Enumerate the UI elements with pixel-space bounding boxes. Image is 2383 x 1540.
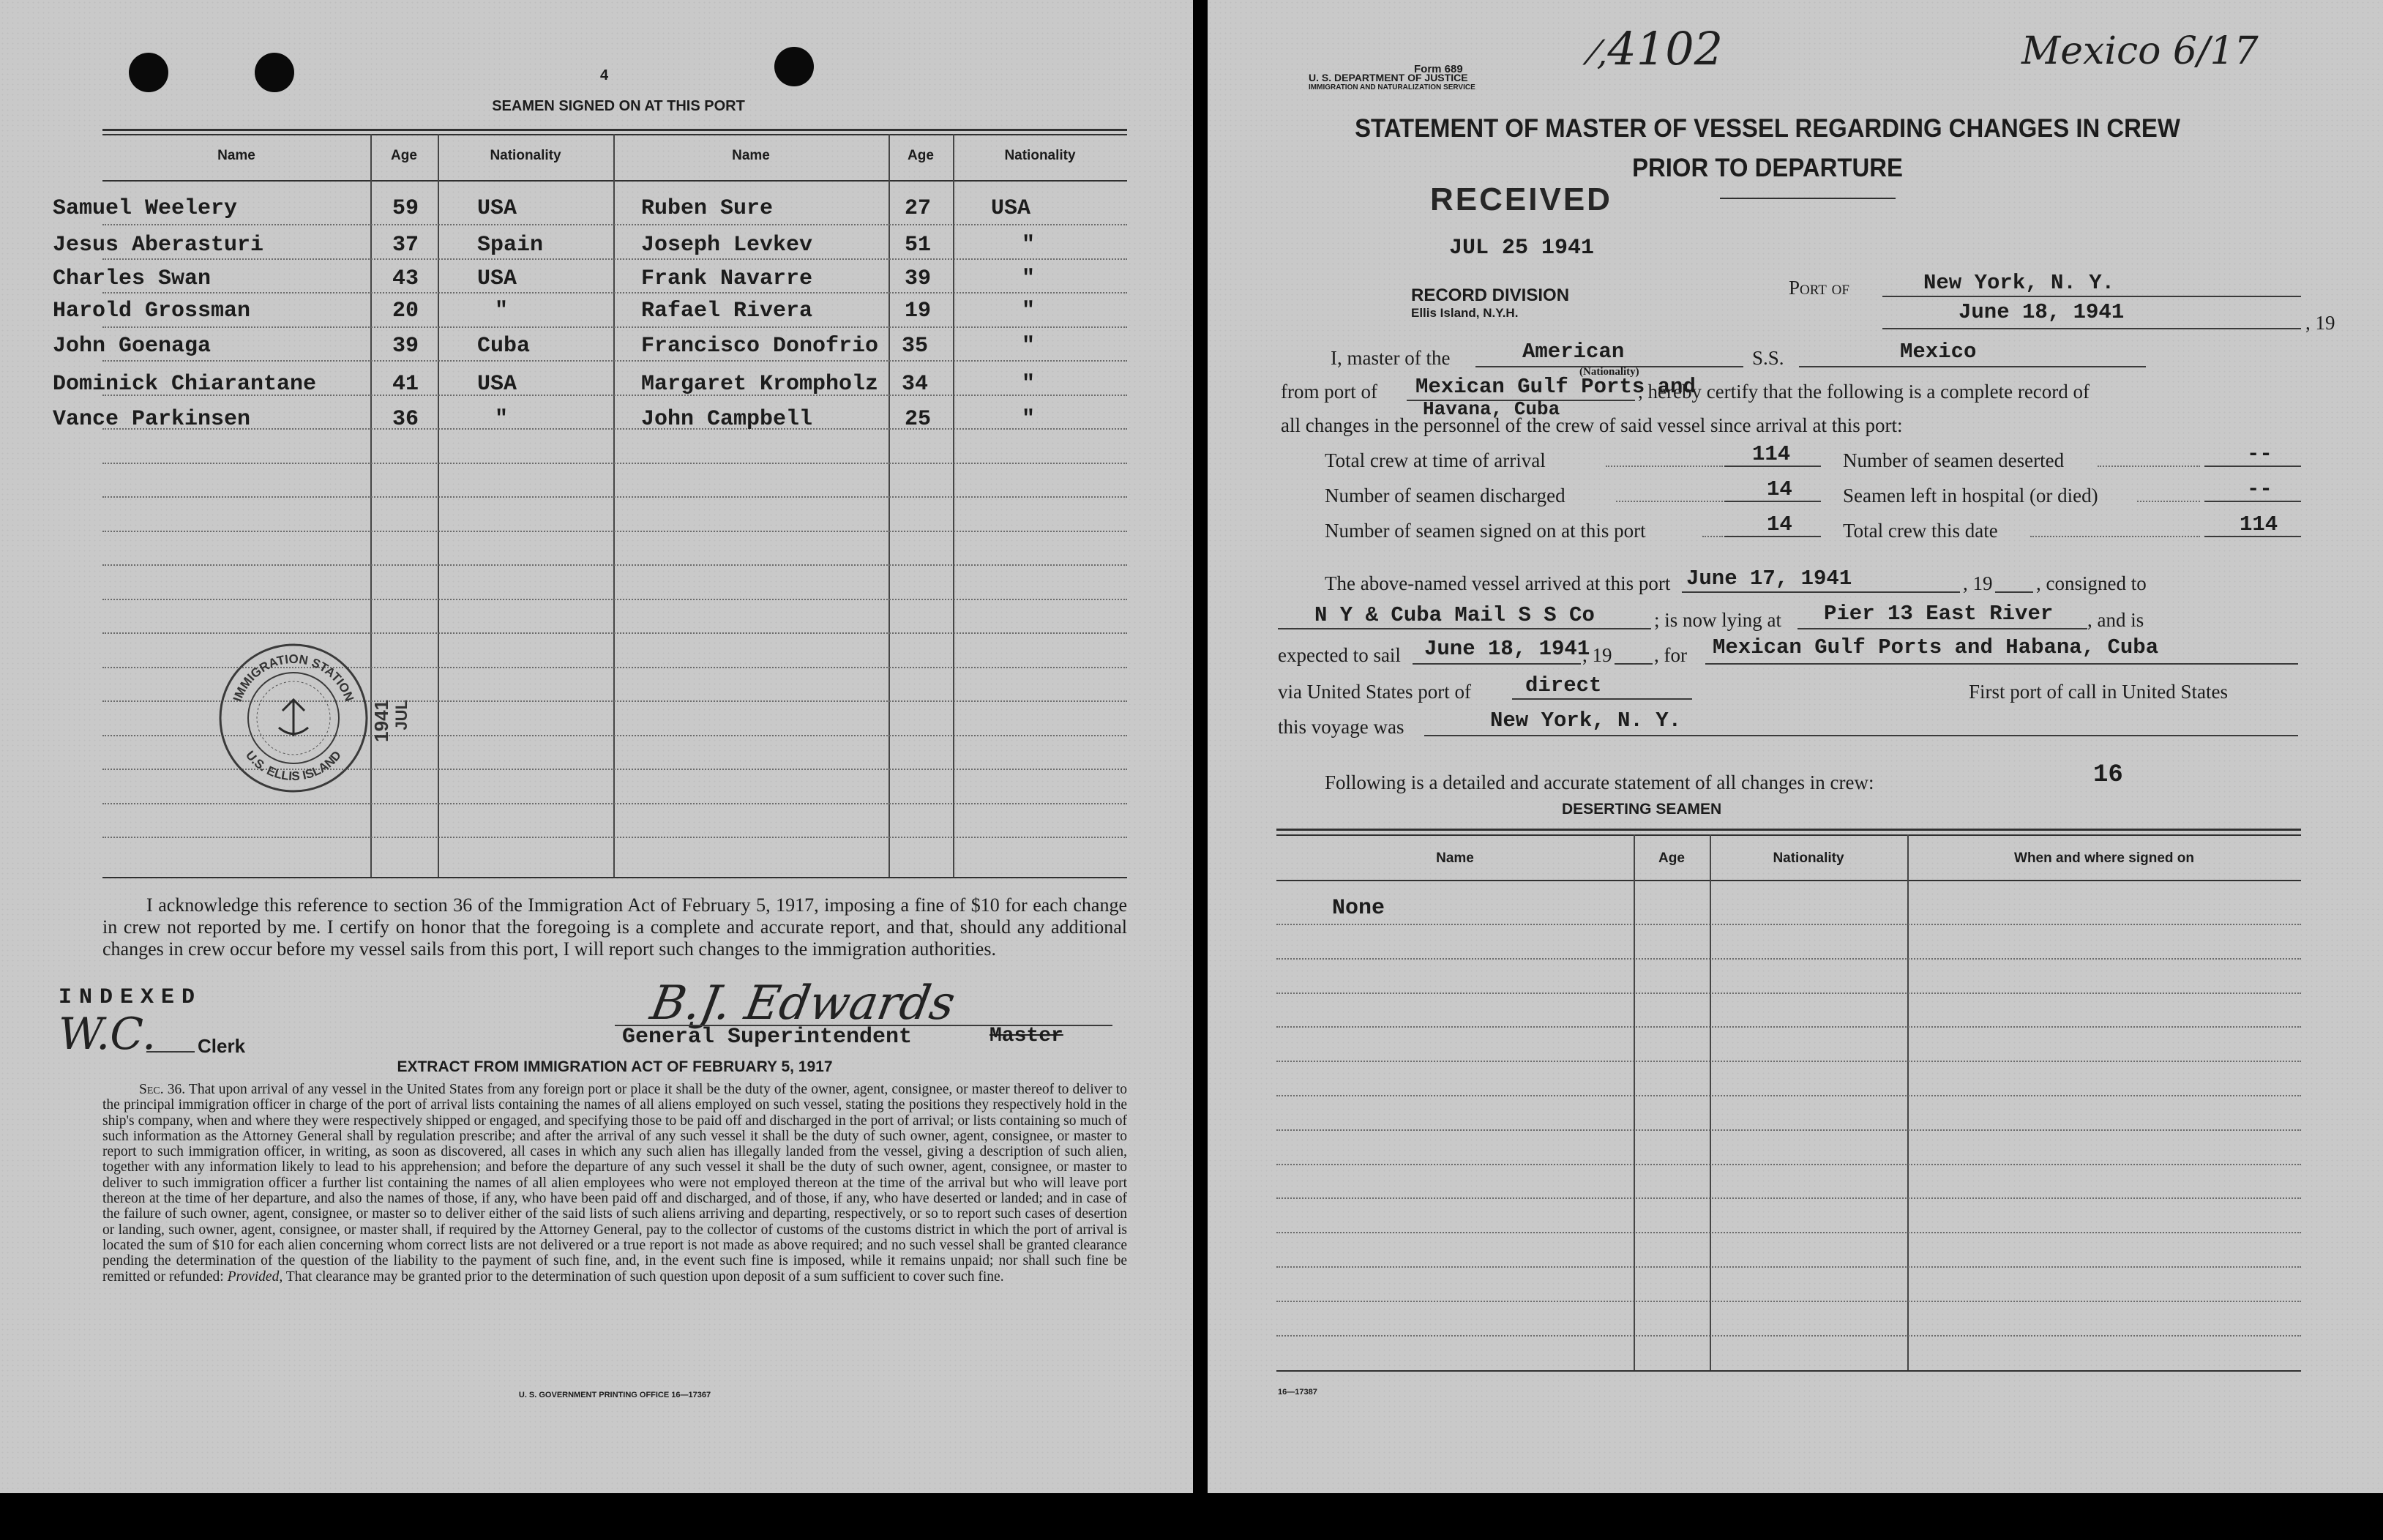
row-rule bbox=[1276, 1301, 2301, 1302]
hospital-label: Seamen left in hospital (or died) bbox=[1843, 485, 2098, 507]
deserting-title: DESERTING SEAMEN bbox=[1562, 801, 1722, 818]
voyage-label: this voyage was bbox=[1278, 716, 1404, 738]
deserting-bottom-rule bbox=[1276, 1370, 2301, 1372]
crew-age: 27 bbox=[905, 196, 932, 221]
deserted-value: -- bbox=[2247, 442, 2272, 466]
row-rule bbox=[102, 531, 1127, 532]
leader-dots bbox=[1702, 536, 1723, 537]
row-rule bbox=[102, 428, 1127, 430]
row-rule bbox=[1276, 1335, 2301, 1337]
column-header-name: Name bbox=[732, 148, 770, 163]
column-divider bbox=[1710, 834, 1711, 1370]
voyage-value: New York, N. Y. bbox=[1490, 709, 1682, 733]
signed-on-value: 14 bbox=[1767, 512, 1792, 537]
ss-label: S.S. bbox=[1752, 347, 1784, 369]
arrived-value: June 17, 1941 bbox=[1686, 567, 1852, 591]
crew-nationality: " bbox=[1022, 299, 1036, 324]
table-header-rule bbox=[102, 180, 1127, 182]
crew-age: 41 bbox=[392, 372, 419, 397]
leader-dots bbox=[1606, 466, 1723, 467]
total-date-label: Total crew this date bbox=[1843, 520, 1998, 542]
row-rule bbox=[102, 496, 1127, 498]
row-rule bbox=[1276, 1266, 2301, 1268]
column-header-nationality: Nationality bbox=[490, 148, 561, 163]
crew-name: Rafael Rivera bbox=[641, 299, 813, 324]
deserting-name: None bbox=[1332, 896, 1385, 921]
from-port-value: Mexican Gulf Ports and bbox=[1415, 375, 1696, 399]
crew-name: Joseph Levkev bbox=[641, 233, 813, 258]
consignee-value: N Y & Cuba Mail S S Co bbox=[1314, 603, 1595, 627]
crew-age: 35 bbox=[902, 334, 929, 359]
discharged-value: 14 bbox=[1767, 477, 1792, 501]
column-header-name: Name bbox=[217, 148, 255, 163]
extract-text bbox=[102, 1082, 1127, 1285]
vessel-value: Mexico bbox=[1900, 340, 1977, 364]
from-port-label: from port of bbox=[1281, 381, 1377, 403]
crew-nationality: " bbox=[495, 299, 509, 324]
table-top-rule bbox=[102, 129, 1127, 131]
hospital-value: -- bbox=[2247, 477, 2272, 501]
crew-name: Dominick Chiarantane bbox=[53, 372, 317, 397]
total-arrival-label: Total crew at time of arrival bbox=[1325, 449, 1546, 471]
signer-title: General Superintendent bbox=[622, 1025, 913, 1050]
form-title: STATEMENT OF MASTER OF VESSEL REGARDING CHANGES IN CREW bbox=[1355, 114, 2180, 143]
row-rule bbox=[102, 224, 1127, 225]
extract-end: That clearance may be granted prior to the determination of such question upon deposit of a sum sufficient to cover such fine. bbox=[285, 1268, 1004, 1285]
crew-name: Margaret Krompholz bbox=[641, 372, 879, 397]
following-label: Following is a detailed and accurate statement of all changes in crew: bbox=[1325, 771, 1874, 793]
leader-dots bbox=[2137, 501, 2200, 502]
arrived-suffix: , 19 bbox=[1963, 572, 1993, 594]
crew-name: Harold Grossman bbox=[53, 299, 251, 324]
department: U. S. DEPARTMENT OF JUSTICE bbox=[1309, 72, 1468, 83]
row-rule bbox=[102, 292, 1127, 294]
row-rule bbox=[1276, 958, 2301, 960]
crew-nationality: " bbox=[495, 407, 509, 432]
crew-nationality: " bbox=[1022, 372, 1036, 397]
handwritten-number-value: 4102 bbox=[1607, 22, 1724, 75]
extract-body: That upon arrival of any vessel in the United States from any foreign port or place it shall be the duty of the owner, agent, consignee, or master thereof to deliver to the principal immigration officer in charge of the port of arrival lists containing the names of all aliens employed on such vessel, stating the positions they respectively hold in the ship's company, when and where they were respectively shipped or engaged, and specifying those to be paid off and discharged in the port of arrival; or lists containing so much of such information as the Attorney General shall by regulation prescribe; and after the arrival of any such vessel it shall be the duty of such owner, agent, consignee, or master to report to such immigration officer, in writing, as soon as discovered, all cases in which any such alien has illegally landed from the vessel, giving a description of such alien, together with any information likely to lead to his apprehension; and before the departure of any such vessel it shall be the duty of such owner, agent, consignee, or master to deliver to such immigration officer a further list containing the names of all alien employees who were not employed thereon at the time of the arrival but who will leave port thereon at the time of her departure, and also the names of those, if any, who have been paid off and discharged, and of those, if any, who have deserted or landed; and in case of the failure of such owner, agent, consignee, or master so to deliver either of the said lists of such aliens arriving and departing, respectively, or so to report such cases of desertion or landing, such owner, agent, consignee, or master shall, if required by the Attorney General, pay to the collector of customs of the customs district in which the port of arrival is located the sum of $10 for each alien concerning whom correct lists are not delivered or a true report is not made as above required; and no such vessel shall be granted clearance pending the determination of the question of the liability to the payment of such fine, and, in the event such fine is imposed, while it remains unpaid; nor shall such fine be remitted or refunded: bbox=[102, 1082, 1127, 1285]
handwritten-16: 16 bbox=[2093, 761, 2123, 789]
expected-year-underline bbox=[1615, 663, 1653, 665]
arrived-underline bbox=[1682, 591, 1960, 593]
extract-title: EXTRACT FROM IMMIGRATION ACT OF FEBRUARY 5, 1917 bbox=[397, 1058, 833, 1075]
punch-hole bbox=[129, 53, 168, 92]
row-rule bbox=[1276, 1129, 2301, 1131]
deserting-top-rule bbox=[1276, 834, 2301, 836]
total-date-value: 114 bbox=[2240, 512, 2278, 537]
row-rule bbox=[102, 258, 1127, 260]
master-of-label: I, master of the bbox=[1331, 347, 1451, 369]
indexed-stamp: INDEXED bbox=[59, 985, 203, 1010]
table-bottom-rule bbox=[102, 877, 1127, 878]
total-date-underline bbox=[2204, 536, 2301, 537]
column-divider bbox=[889, 134, 890, 877]
for-label: , for bbox=[1654, 644, 1687, 666]
crew-age: 36 bbox=[392, 407, 419, 432]
date-underline bbox=[1882, 328, 2301, 329]
crew-nationality: Spain bbox=[477, 233, 544, 258]
crew-nationality: " bbox=[1022, 266, 1036, 291]
column-divider bbox=[1634, 834, 1635, 1370]
hospital-underline bbox=[2204, 501, 2301, 502]
crew-name: John Campbell bbox=[641, 407, 813, 432]
discharged-label: Number of seamen discharged bbox=[1325, 485, 1565, 507]
date-suffix: , 19 bbox=[2305, 312, 2335, 334]
clerk-underline bbox=[146, 1051, 195, 1053]
arrived-label: The above-named vessel arrived at this port bbox=[1325, 572, 1671, 594]
column-divider bbox=[953, 134, 954, 877]
crew-age: 20 bbox=[392, 299, 419, 324]
crew-name: Frank Navarre bbox=[641, 266, 813, 291]
form-subtitle: PRIOR TO DEPARTURE bbox=[1632, 154, 1903, 182]
clerk-label: Clerk bbox=[198, 1035, 246, 1057]
nationality-value: American bbox=[1522, 340, 1625, 364]
row-rule bbox=[1276, 1164, 2301, 1165]
discharged-underline bbox=[1724, 501, 1821, 502]
expected-label: expected to sail bbox=[1278, 644, 1401, 666]
row-rule bbox=[1276, 924, 2301, 925]
column-header-nationality: Nationality bbox=[1004, 148, 1076, 163]
leader-dots bbox=[1616, 501, 1723, 502]
crew-age: 51 bbox=[905, 233, 932, 258]
crew-age: 25 bbox=[905, 407, 932, 432]
row-rule bbox=[1276, 1232, 2301, 1233]
crew-age: 19 bbox=[905, 299, 932, 324]
for-value: Mexican Gulf Ports and Habana, Cuba bbox=[1713, 635, 2159, 659]
crew-nationality: USA bbox=[991, 196, 1031, 221]
ellis-island-stamp bbox=[217, 641, 411, 795]
crew-age: 43 bbox=[392, 266, 419, 291]
master-struck: Master bbox=[990, 1025, 1063, 1047]
for-underline bbox=[1705, 663, 2298, 665]
signed-on-underline bbox=[1724, 536, 1821, 537]
table-top-rule bbox=[102, 134, 1127, 135]
received-date: JUL 25 1941 bbox=[1449, 236, 1595, 261]
handwritten-signature: B.J. Edwards bbox=[646, 976, 959, 1031]
crew-name: Francisco Donofrio bbox=[641, 334, 879, 359]
crew-nationality: USA bbox=[477, 372, 517, 397]
date-value: June 18, 1941 bbox=[1959, 300, 2125, 324]
crew-nationality: USA bbox=[477, 196, 517, 221]
via-value: direct bbox=[1525, 673, 1602, 698]
row-rule bbox=[102, 837, 1127, 838]
deserting-header-signed-on: When and where signed on bbox=[2014, 851, 2194, 866]
port-underline bbox=[1882, 296, 2301, 297]
consignee-underline bbox=[1278, 628, 1651, 629]
extract-provided: Provided, bbox=[227, 1268, 283, 1285]
stamp-seal-icon bbox=[217, 641, 370, 795]
crew-nationality: USA bbox=[477, 266, 517, 291]
column-divider bbox=[438, 134, 439, 877]
row-rule bbox=[102, 360, 1127, 362]
record-division: RECORD DIVISION bbox=[1411, 285, 1570, 305]
crew-nationality: Cuba bbox=[477, 334, 531, 359]
crew-name: Samuel Weelery bbox=[53, 196, 238, 221]
row-rule bbox=[102, 463, 1127, 464]
lying-underline bbox=[1797, 628, 2087, 629]
port-label: Port of bbox=[1789, 277, 1849, 299]
crew-nationality: " bbox=[1022, 334, 1036, 359]
lying-value: Pier 13 East River bbox=[1824, 602, 2054, 626]
crew-age: 34 bbox=[902, 372, 929, 397]
row-rule bbox=[1276, 1061, 2301, 1062]
crew-name: Ruben Sure bbox=[641, 196, 774, 221]
stamp-year: 1941 bbox=[370, 700, 392, 742]
deserting-header-rule bbox=[1276, 880, 2301, 881]
and-is-label: , and is bbox=[2087, 609, 2144, 631]
row-rule bbox=[102, 803, 1127, 804]
footer-code: 16—17387 bbox=[1278, 1388, 1317, 1397]
crew-name: Jesus Aberasturi bbox=[53, 233, 264, 258]
column-header-age: Age bbox=[391, 148, 417, 163]
expected-underline bbox=[1413, 663, 1581, 665]
expected-value: June 18, 1941 bbox=[1424, 637, 1590, 661]
row-rule bbox=[102, 564, 1127, 566]
leader-dots bbox=[2098, 466, 2200, 467]
page-number: 4 bbox=[600, 67, 609, 83]
vessel-underline bbox=[1799, 366, 2146, 367]
crew-nationality: " bbox=[1022, 233, 1036, 258]
crew-name: Vance Parkinsen bbox=[53, 407, 251, 432]
handwritten-number: ⁄,4102 bbox=[1591, 22, 1724, 75]
form-number: Form 689 bbox=[1414, 63, 1463, 75]
row-rule bbox=[1276, 993, 2301, 994]
crew-nationality: " bbox=[1022, 407, 1036, 432]
left-page bbox=[0, 0, 1193, 1493]
leader-dots bbox=[2030, 536, 2200, 537]
crew-age: 37 bbox=[392, 233, 419, 258]
via-label: via United States port of bbox=[1278, 681, 1471, 703]
column-divider bbox=[370, 134, 372, 877]
stamp-month: JUL bbox=[392, 700, 411, 730]
deserting-header-age: Age bbox=[1658, 851, 1685, 866]
row-rule bbox=[102, 326, 1127, 328]
column-header-age: Age bbox=[908, 148, 934, 163]
punch-hole bbox=[774, 47, 814, 86]
printing-office: U. S. GOVERNMENT PRINTING OFFICE 16—17367 bbox=[518, 1391, 711, 1399]
deserted-underline bbox=[2204, 466, 2301, 467]
crew-name: John Goenaga bbox=[53, 334, 212, 359]
extract-section: Sec. 36. bbox=[139, 1082, 186, 1097]
crew-age: 39 bbox=[392, 334, 419, 359]
signed-on-label: Number of seamen signed on at this port bbox=[1325, 520, 1646, 542]
expected-suffix: , 19 bbox=[1582, 644, 1612, 666]
arrived-year-underline bbox=[1995, 591, 2033, 593]
via-underline bbox=[1512, 698, 1692, 700]
crew-name: Charles Swan bbox=[53, 266, 212, 291]
row-rule bbox=[1276, 1026, 2301, 1028]
record-place: Ellis Island, N.Y.H. bbox=[1411, 306, 1519, 320]
row-rule bbox=[1276, 1095, 2301, 1096]
clerk-initials: W.C. bbox=[59, 1009, 157, 1060]
first-port-label: First port of call in United States bbox=[1969, 681, 2228, 703]
total-arrival-value: 114 bbox=[1752, 442, 1791, 466]
right-page bbox=[1208, 0, 2383, 1493]
consigned-label: , consigned to bbox=[2036, 572, 2147, 594]
handwritten-corner-note: Mexico 6/17 bbox=[2021, 29, 2259, 73]
svg-text:U.S. ELLIS ISLAND bbox=[243, 748, 344, 783]
from-port-value-2: Havana, Cuba bbox=[1423, 398, 1560, 420]
certify-text: , hereby certify that the following is a complete record of bbox=[1638, 381, 2090, 403]
column-divider bbox=[1907, 834, 1909, 1370]
deserting-top-rule bbox=[1276, 829, 2301, 831]
section-title: SEAMEN SIGNED ON AT THIS PORT bbox=[492, 98, 745, 114]
deserted-label: Number of seamen deserted bbox=[1843, 449, 2065, 471]
service: IMMIGRATION AND NATURALIZATION SERVICE bbox=[1309, 83, 1475, 91]
total-arrival-underline bbox=[1724, 466, 1821, 467]
nationality-caption: (Nationality) bbox=[1579, 366, 1639, 378]
punch-hole bbox=[255, 53, 294, 92]
deserting-header-nationality: Nationality bbox=[1773, 851, 1844, 866]
crew-age: 39 bbox=[905, 266, 932, 291]
lying-label: ; is now lying at bbox=[1654, 609, 1781, 631]
crew-age: 59 bbox=[392, 196, 419, 221]
row-rule bbox=[102, 632, 1127, 634]
voyage-underline bbox=[1424, 735, 2298, 736]
row-rule bbox=[102, 599, 1127, 600]
column-divider bbox=[613, 134, 615, 877]
row-rule bbox=[1276, 1197, 2301, 1199]
title-underline bbox=[1720, 198, 1896, 199]
acknowledgment-paragraph: I acknowledge this reference to section 36 of the Immigration Act of February 5, 1917, imposing a fine of $10 for each change in crew not reported by me. I certify on honor that the foregoing is a complete and accurate report, and that, should any additional changes in crew occur before my vessel sails from this port, I will report such changes to the immigration authorities. bbox=[102, 894, 1127, 960]
stamp-top-text: IMMIGRATION STATION bbox=[230, 651, 357, 703]
changes-text: all changes in the personnel of the crew of said vessel since arrival at this port: bbox=[1281, 414, 1903, 436]
port-value: New York, N. Y. bbox=[1923, 271, 2115, 295]
received-stamp: RECEIVED bbox=[1430, 182, 1612, 217]
stamp-bottom-text: U.S. ELLIS ISLAND bbox=[242, 748, 345, 784]
deserting-header-name: Name bbox=[1436, 851, 1474, 866]
